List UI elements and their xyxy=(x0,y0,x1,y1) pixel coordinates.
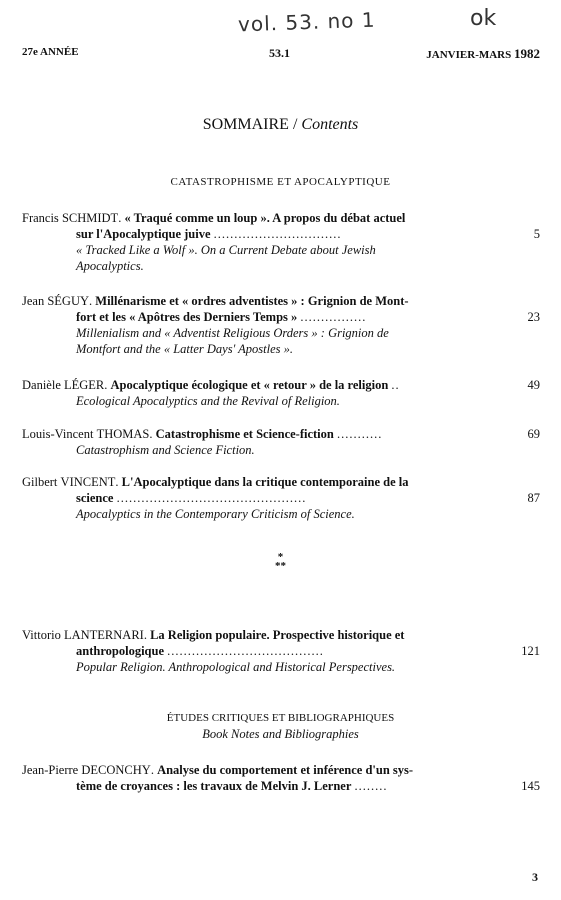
asterism-bottom: ** xyxy=(275,560,286,572)
year-label: 1982 xyxy=(514,46,540,61)
section-heading-etudes xyxy=(0,710,561,742)
asterism-top: * xyxy=(277,551,284,563)
leader-dots: .. xyxy=(391,378,400,392)
section-separator-asterisks xyxy=(0,553,561,571)
article-title: science xyxy=(76,491,114,505)
page-title xyxy=(0,116,561,134)
article-title: fort et les « Apôtres des Derniers Temps » xyxy=(76,310,298,324)
section-heading-catastrophisme: CATASTROPHISME ET APOCALYPTIQUE xyxy=(170,176,391,188)
english-title: Millenialism and « Adventist Religious Orders » : Grignion de xyxy=(76,326,389,340)
author-first-name: Gilbert xyxy=(22,475,58,489)
title-en: Contents xyxy=(301,116,359,133)
author-surname: VINCENT xyxy=(60,475,116,489)
author-first-name: Jean-Pierre xyxy=(22,763,79,777)
english-title: Apocalyptics in the Contemporary Criticism of Science. xyxy=(76,507,355,521)
page-ref: 5 xyxy=(533,227,540,241)
toc-entry-lanternari[interactable]: Vittorio LANTERNARI. La Religion populaire. Prospective historique et anthropologique ...................................... 121 Popular Religion. Anthropological and Historical Perspectives. xyxy=(22,628,540,674)
author-first-name: Francis xyxy=(22,211,59,225)
english-title: Montfort and the « Latter Days' Apostles ». xyxy=(76,342,294,356)
edition-label: 27e ANNÉE xyxy=(22,46,79,58)
author-first-name: Louis-Vincent xyxy=(22,427,94,441)
english-title: Apocalyptics. xyxy=(76,259,144,273)
article-title: tème de croyances : les travaux de Melvin J. Lerner xyxy=(76,779,352,793)
author-surname: LANTERNARI xyxy=(63,628,144,642)
article-title: Apocalyptique écologique et « retour » de la religion xyxy=(110,378,389,392)
title-separator: / xyxy=(292,116,298,133)
leader-dots: ............................... xyxy=(213,227,342,241)
toc-entry-vincent[interactable]: Gilbert VINCENT. L'Apocalyptique dans la critique contemporaine de la science .............................................. 87 Apocalyptics in the Contemporary Criticism of Science. xyxy=(22,475,540,521)
author-surname: LÉGER xyxy=(64,378,105,392)
toc-entry-seguy[interactable]: Jean SÉGUY. Millénarisme et « ordres adventistes » : Grignion de Mont- fort et les « Apôtres des Derniers Temps » ................ 23 Millenialism and « Adventist Religious Orders » : Grignion de Montfort and the « Latter Days' Apostles ». xyxy=(22,294,540,356)
period-label: JANVIER-MARS xyxy=(426,49,512,61)
article-title: Analyse du comportement et inférence d'un sys- xyxy=(157,763,414,777)
toc-entry-deconchy[interactable]: Jean-Pierre DECONCHY. Analyse du comportement et inférence d'un sys- tème de croyances : les travaux de Melvin J. Lerner ........ 145 xyxy=(22,763,540,793)
english-title: « Tracked Like a Wolf ». On a Current Debate about Jewish xyxy=(76,243,376,257)
author-surname: THOMAS xyxy=(96,427,150,441)
title-fr: SOMMAIRE xyxy=(202,116,289,133)
toc-entry-leger[interactable]: Danièle LÉGER. Apocalyptique écologique et « retour » de la religion .. 49 Ecological Apocalyptics and the Revival of Religion. xyxy=(22,378,540,408)
page-number: 3 xyxy=(532,870,538,884)
page-ref: 87 xyxy=(527,491,540,505)
section-heading-en: Book Notes and Bibliographies xyxy=(202,727,359,741)
english-title: Popular Religion. Anthropological and Historical Perspectives. xyxy=(76,660,396,674)
leader-dots: ................ xyxy=(300,310,367,324)
leader-dots: ........ xyxy=(354,779,388,793)
article-title: sur l'Apocalyptique juive xyxy=(76,227,211,241)
page-ref: 69 xyxy=(527,427,540,441)
leader-dots: ...................................... xyxy=(167,644,324,658)
handwritten-volume-note: vol. 53. no 1 xyxy=(237,7,376,37)
author-first-name: Danièle xyxy=(22,378,61,392)
section-heading-fr: ÉTUDES CRITIQUES ET BIBLIOGRAPHIQUES xyxy=(166,712,395,724)
page-ref: 121 xyxy=(521,644,540,658)
article-title: La Religion populaire. Prospective historique et xyxy=(150,628,405,642)
page-ref: 145 xyxy=(521,779,540,793)
leader-dots: ........... xyxy=(336,427,383,441)
toc-entry-schmidt[interactable]: Francis SCHMIDT. « Traqué comme un loup ». A propos du débat actuel sur l'Apocalyptique juive ............................... 5 « Tracked Like a Wolf ». On a Current Debate about Jewish Apocalyptics. xyxy=(22,211,540,273)
article-title: anthropologique xyxy=(76,644,164,658)
page-header xyxy=(22,46,540,62)
article-title: L'Apocalyptique dans la critique contemporaine de la xyxy=(121,475,409,489)
toc-entry-thomas[interactable]: Louis-Vincent THOMAS. Catastrophisme et Science-fiction ........... 69 Catastrophism and Science Fiction. xyxy=(22,427,540,457)
issue-period xyxy=(426,46,540,62)
issue-number: 53.1 xyxy=(269,46,290,60)
author-surname: DECONCHY xyxy=(81,763,151,777)
author-first-name: Jean xyxy=(22,294,45,308)
leader-dots: .............................................. xyxy=(116,491,307,505)
author-surname: SCHMIDT xyxy=(61,211,119,225)
page-ref: 49 xyxy=(527,378,540,392)
article-title: Millénarisme et « ordres adventistes » : Grignion de Mont- xyxy=(95,294,409,308)
handwritten-ok-note: ok xyxy=(470,6,497,31)
article-title: « Traqué comme un loup ». A propos du débat actuel xyxy=(124,211,406,225)
page-ref: 23 xyxy=(527,310,540,324)
english-title: Catastrophism and Science Fiction. xyxy=(76,443,255,457)
english-title: Ecological Apocalyptics and the Revival of Religion. xyxy=(76,394,340,408)
author-surname: SÉGUY xyxy=(47,294,90,308)
article-title: Catastrophisme et Science-fiction xyxy=(155,427,334,441)
author-first-name: Vittorio xyxy=(22,628,61,642)
